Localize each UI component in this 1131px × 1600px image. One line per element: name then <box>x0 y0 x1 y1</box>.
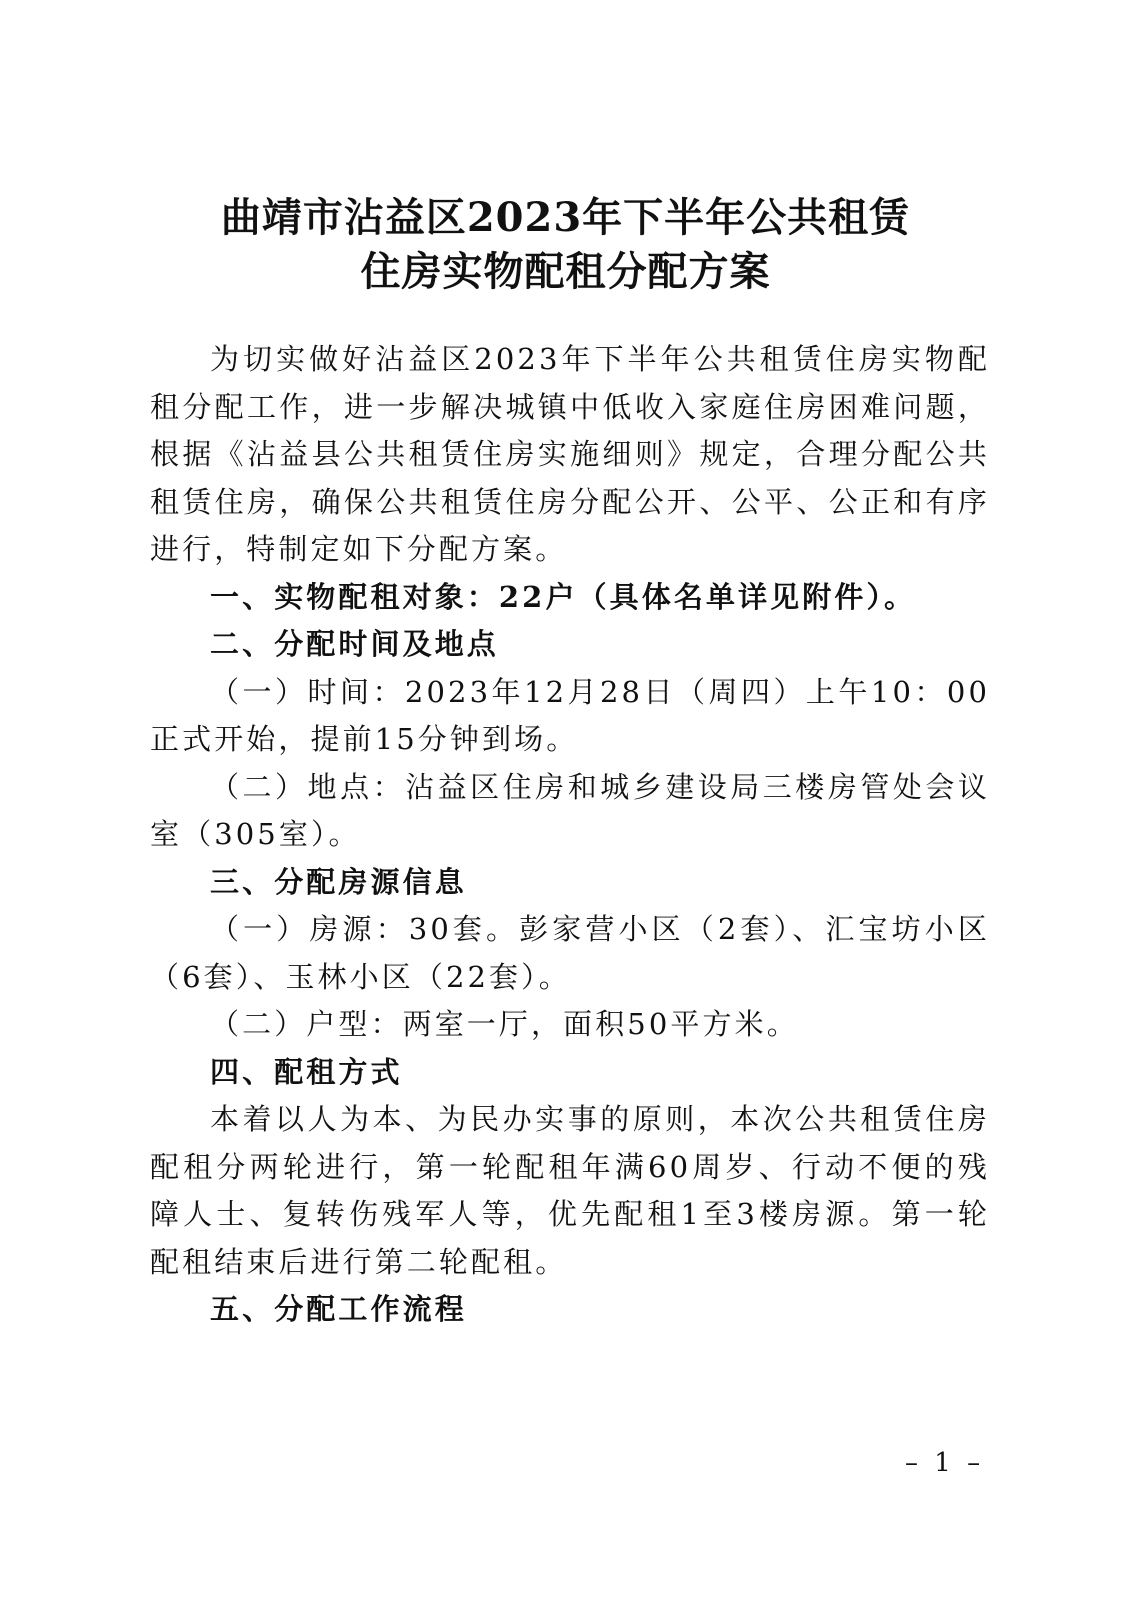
section-heading-3: 三、分配房源信息 <box>210 864 467 899</box>
time-paragraph: （一）时间：2023年12月28日（周四）上午10：00正式开始，提前15分钟到场。 <box>150 674 990 756</box>
housing-source-paragraph: （一）房源：30套。彭家营小区（2套）、汇宝坊小区（6套）、玉林小区（22套）。 <box>150 912 990 994</box>
section-heading-4: 四、配租方式 <box>210 1054 403 1089</box>
location-paragraph: （二）地点：沾益区住房和城乡建设局三楼房管处会议室（305室）。 <box>150 769 990 851</box>
section-heading-2: 二、分配时间及地点 <box>210 627 499 661</box>
section-heading-5: 五、分配工作流程 <box>210 1292 467 1326</box>
intro-paragraph: 为切实做好沾益区2023年下半年公共租赁住房实物配租分配工作，进一步解决城镇中低收入家庭住房困难问题，根据《沾益县公共租赁住房实施细则》规定，合理分配公共租赁住房，确保公共租赁住房分配公开、公平、公正和有序进行，特制定如下分配方案。 <box>150 342 990 566</box>
document-title-line-2: 住房实物配租分配方案 <box>360 248 771 295</box>
allocation-method-paragraph: 本着以人为本、为民办实事的原则，本次公共租赁住房配租分两轮进行，第一轮配租年满60周岁、行动不便的残障人士、复转伤残军人等，优先配租1至3楼房源。第一轮配租结束后进行第二轮配租。 <box>150 1102 990 1279</box>
unit-type-paragraph: （二）户型：两室一厅，面积50平方米。 <box>210 1007 799 1041</box>
document-title-line-1: 曲靖市沾益区2023年下半年公共租赁 <box>220 194 911 241</box>
page-number: – 1 – <box>905 1448 985 1478</box>
section-heading-1: 一、实物配租对象：22户（具体名单详见附件）。 <box>210 579 917 614</box>
document-body <box>150 336 990 1334</box>
